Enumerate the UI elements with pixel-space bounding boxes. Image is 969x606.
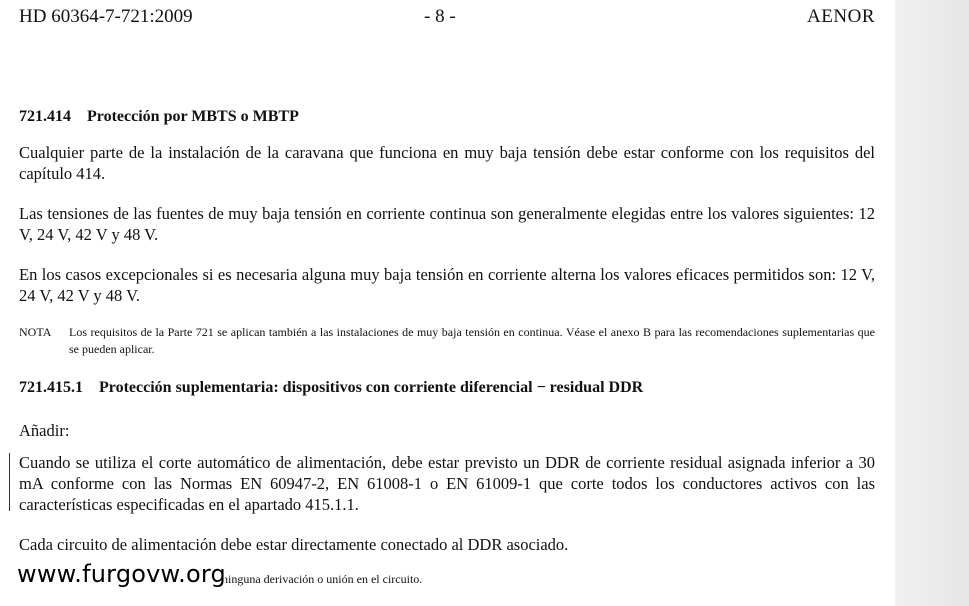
publisher-name: AENOR xyxy=(807,6,875,27)
partial-line: ninguna derivación o unión en el circuito. xyxy=(222,572,423,586)
section-title: Protección por MBTS o MBTP xyxy=(87,108,299,125)
document-id: HD 60364-7-721:2009 xyxy=(19,6,193,27)
page-header xyxy=(19,6,875,32)
section-heading-721-414 xyxy=(19,108,299,126)
section-number: 721.415.1 xyxy=(19,379,83,396)
add-label: Añadir: xyxy=(19,421,70,440)
section-heading-721-415-1 xyxy=(19,379,643,397)
page-number: - 8 - xyxy=(424,6,456,27)
note-label: NOTA xyxy=(19,325,52,339)
paragraph: Cualquier parte de la instalación de la caravana que funciona en muy baja tensión debe estar conforme con los requisitos del capítulo 414. xyxy=(19,143,875,183)
paragraph: Cuando se utiliza el corte automático de alimentación, debe estar previsto un DDR de corriente residual asignada inferior a 30 mA conforme con las Normas EN 60947-2, EN 61008-1 o EN 61009-1 que corte todos los conductores activos con las características especificadas en el apartado 415.1.1. xyxy=(19,453,875,514)
paragraph: Las tensiones de las fuentes de muy baja tensión en corriente continua son generalmente elegidas entre los valores siguientes: 12 V, 24 V, 42 V y 48 V. xyxy=(19,204,875,244)
section-number: 721.414 xyxy=(19,108,71,125)
change-bar xyxy=(9,453,10,511)
watermark-logo: www.furgovw.org xyxy=(17,560,226,588)
note-text: Los requisitos de la Parte 721 se aplican también a las instalaciones de muy baja tensión en continua. Véase el anexo B para las recomendaciones suplementarias que se pueden aplicar. xyxy=(69,325,875,356)
section-title: Protección suplementaria: dispositivos con corriente diferencial − residual DDR xyxy=(99,379,644,396)
paragraph: Cada circuito de alimentación debe estar directamente conectado al DDR asociado. xyxy=(19,535,569,554)
paragraph: En los casos excepcionales si es necesaria alguna muy baja tensión en corriente alterna los valores eficaces permitidos son: 12 V, 24 V, 42 V y 48 V. xyxy=(19,265,875,305)
